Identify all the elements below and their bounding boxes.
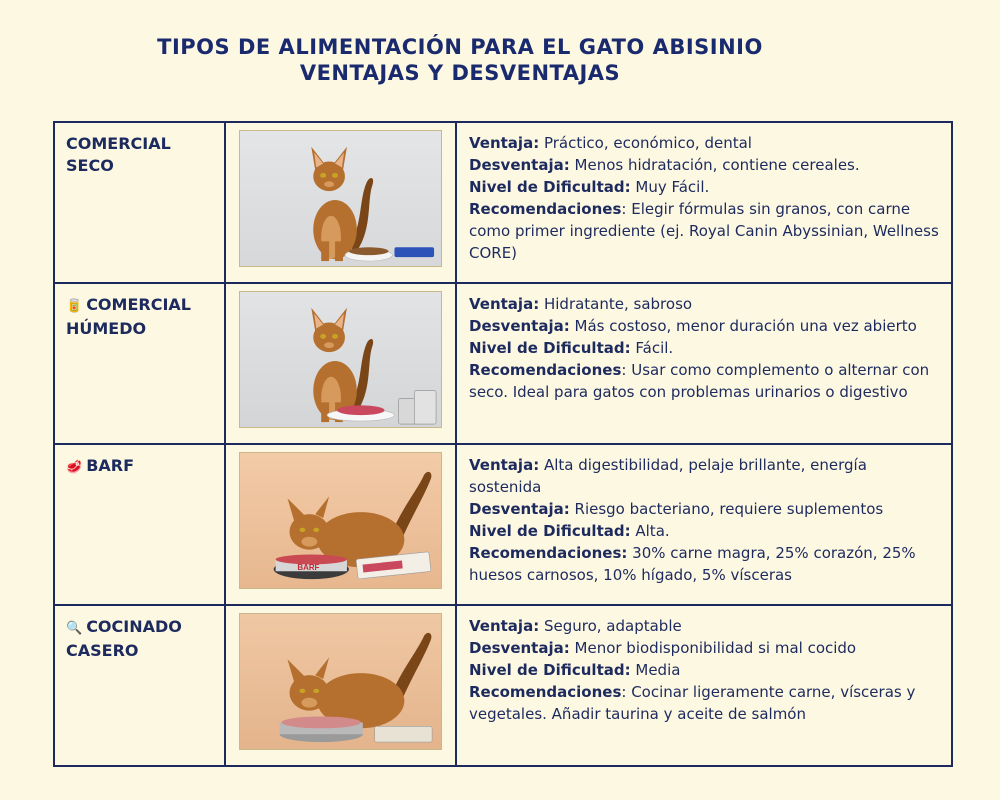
desventaja-line xyxy=(469,637,941,659)
table-row xyxy=(54,122,952,283)
food-type-line-2: SECO xyxy=(66,156,114,175)
description-cell xyxy=(456,605,952,766)
desventaja-line xyxy=(469,315,941,337)
recomendaciones-text: : Elegir fórmulas sin granos, con carne como primer ingrediente (ej. Royal Canin Abyssinian, Wellness CORE) xyxy=(469,200,939,262)
food-type-line-1: COMERCIAL xyxy=(86,295,191,314)
desventaja-line xyxy=(469,498,941,520)
table-row xyxy=(54,444,952,605)
dificultad-label: Nivel de Dificultad: xyxy=(469,661,631,679)
dificultad-text: Muy Fácil. xyxy=(630,178,710,196)
title-line-1: TIPOS DE ALIMENTACIÓN PARA EL GATO ABISINIO xyxy=(157,35,763,59)
recomendaciones-text: 30% carne magra, 25% corazón, 25% huesos carnosos, 10% hígado, 5% vísceras xyxy=(469,544,916,584)
ventaja-label: Ventaja: xyxy=(469,134,540,152)
recomendaciones-text: : Cocinar ligeramente carne, vísceras y vegetales. Añadir taurina y aceite de salmón xyxy=(469,683,916,723)
food-type-label xyxy=(55,445,224,479)
title-line-2: VENTAJAS Y DESVENTAJAS xyxy=(299,61,621,85)
desventaja-text: Más costoso, menor duración una vez abierto xyxy=(569,317,917,335)
food-type-cell xyxy=(54,122,225,283)
recomendaciones-label: Recomendaciones: xyxy=(469,544,628,562)
description xyxy=(457,445,951,586)
food-type-cell xyxy=(54,444,225,605)
dificultad-text: Fácil. xyxy=(630,339,674,357)
ventaja-line xyxy=(469,615,941,637)
photo-cell xyxy=(225,122,456,283)
photo-cell xyxy=(225,605,456,766)
cat-photo xyxy=(239,291,442,428)
recomendaciones-line xyxy=(469,681,941,725)
recomendaciones-label: Recomendaciones xyxy=(469,200,622,218)
dificultad-line xyxy=(469,337,941,359)
food-type-line-1: COCINADO xyxy=(86,617,182,636)
cat-photo xyxy=(239,452,442,589)
description xyxy=(457,123,951,264)
cat-photo xyxy=(239,130,442,267)
dificultad-text: Media xyxy=(630,661,681,679)
ventaja-text: Alta digestibilidad, pelaje brillante, energía sostenida xyxy=(469,456,867,496)
dificultad-label: Nivel de Dificultad: xyxy=(469,522,631,540)
desventaja-text: Riesgo bacteriano, requiere suplementos xyxy=(569,500,884,518)
ventaja-text: Seguro, adaptable xyxy=(539,617,682,635)
ventaja-text: Hidratante, sabroso xyxy=(539,295,693,313)
bowl-label: BARF xyxy=(297,563,320,573)
desventaja-label: Desventaja: xyxy=(469,639,570,657)
description-cell xyxy=(456,444,952,605)
recomendaciones-line xyxy=(469,359,941,403)
dificultad-text: Alta. xyxy=(630,522,670,540)
recomendaciones-label: Recomendaciones xyxy=(469,361,622,379)
food-type-label xyxy=(55,606,224,662)
raw-meat-icon: 🥩 xyxy=(66,460,83,475)
food-type-label xyxy=(55,123,224,177)
desventaja-label: Desventaja: xyxy=(469,317,570,335)
food-types-table xyxy=(53,121,953,767)
canned-food-icon: 🥫 xyxy=(66,299,83,314)
recomendaciones-line xyxy=(469,198,941,264)
description-cell xyxy=(456,122,952,283)
desventaja-text: Menos hidratación, contiene cereales. xyxy=(569,156,860,174)
dificultad-label: Nivel de Dificultad: xyxy=(469,339,631,357)
ventaja-line xyxy=(469,132,941,154)
description-cell xyxy=(456,283,952,444)
dificultad-line xyxy=(469,520,941,542)
ventaja-text: Práctico, económico, dental xyxy=(539,134,752,152)
magnifier-icon: 🔍 xyxy=(66,621,83,636)
dificultad-line xyxy=(469,176,941,198)
photo-cell xyxy=(225,444,456,605)
food-type-cell xyxy=(54,605,225,766)
ventaja-label: Ventaja: xyxy=(469,617,540,635)
cat-photo xyxy=(239,613,442,750)
table-row xyxy=(54,605,952,766)
description xyxy=(457,284,951,403)
desventaja-label: Desventaja: xyxy=(469,156,570,174)
ventaja-label: Ventaja: xyxy=(469,456,540,474)
description xyxy=(457,606,951,725)
desventaja-text: Menor biodisponibilidad si mal cocido xyxy=(569,639,857,657)
food-type-line-1: BARF xyxy=(86,456,135,475)
desventaja-label: Desventaja: xyxy=(469,500,570,518)
page-title xyxy=(0,34,920,86)
dificultad-line xyxy=(469,659,941,681)
dificultad-label: Nivel de Dificultad: xyxy=(469,178,631,196)
ventaja-line xyxy=(469,454,941,498)
food-type-line-1: COMERCIAL xyxy=(66,134,171,153)
photo-cell xyxy=(225,283,456,444)
food-type-line-2: CASERO xyxy=(66,641,139,660)
desventaja-line xyxy=(469,154,941,176)
food-type-cell xyxy=(54,283,225,444)
recomendaciones-line xyxy=(469,542,941,586)
recomendaciones-label: Recomendaciones xyxy=(469,683,622,701)
ventaja-line xyxy=(469,293,941,315)
table-row xyxy=(54,283,952,444)
ventaja-label: Ventaja: xyxy=(469,295,540,313)
recomendaciones-text: : Usar como complemento o alternar con seco. Ideal para gatos con problemas urinarios o digestivo xyxy=(469,361,930,401)
food-type-label xyxy=(55,284,224,340)
food-type-line-2: HÚMEDO xyxy=(66,319,147,338)
